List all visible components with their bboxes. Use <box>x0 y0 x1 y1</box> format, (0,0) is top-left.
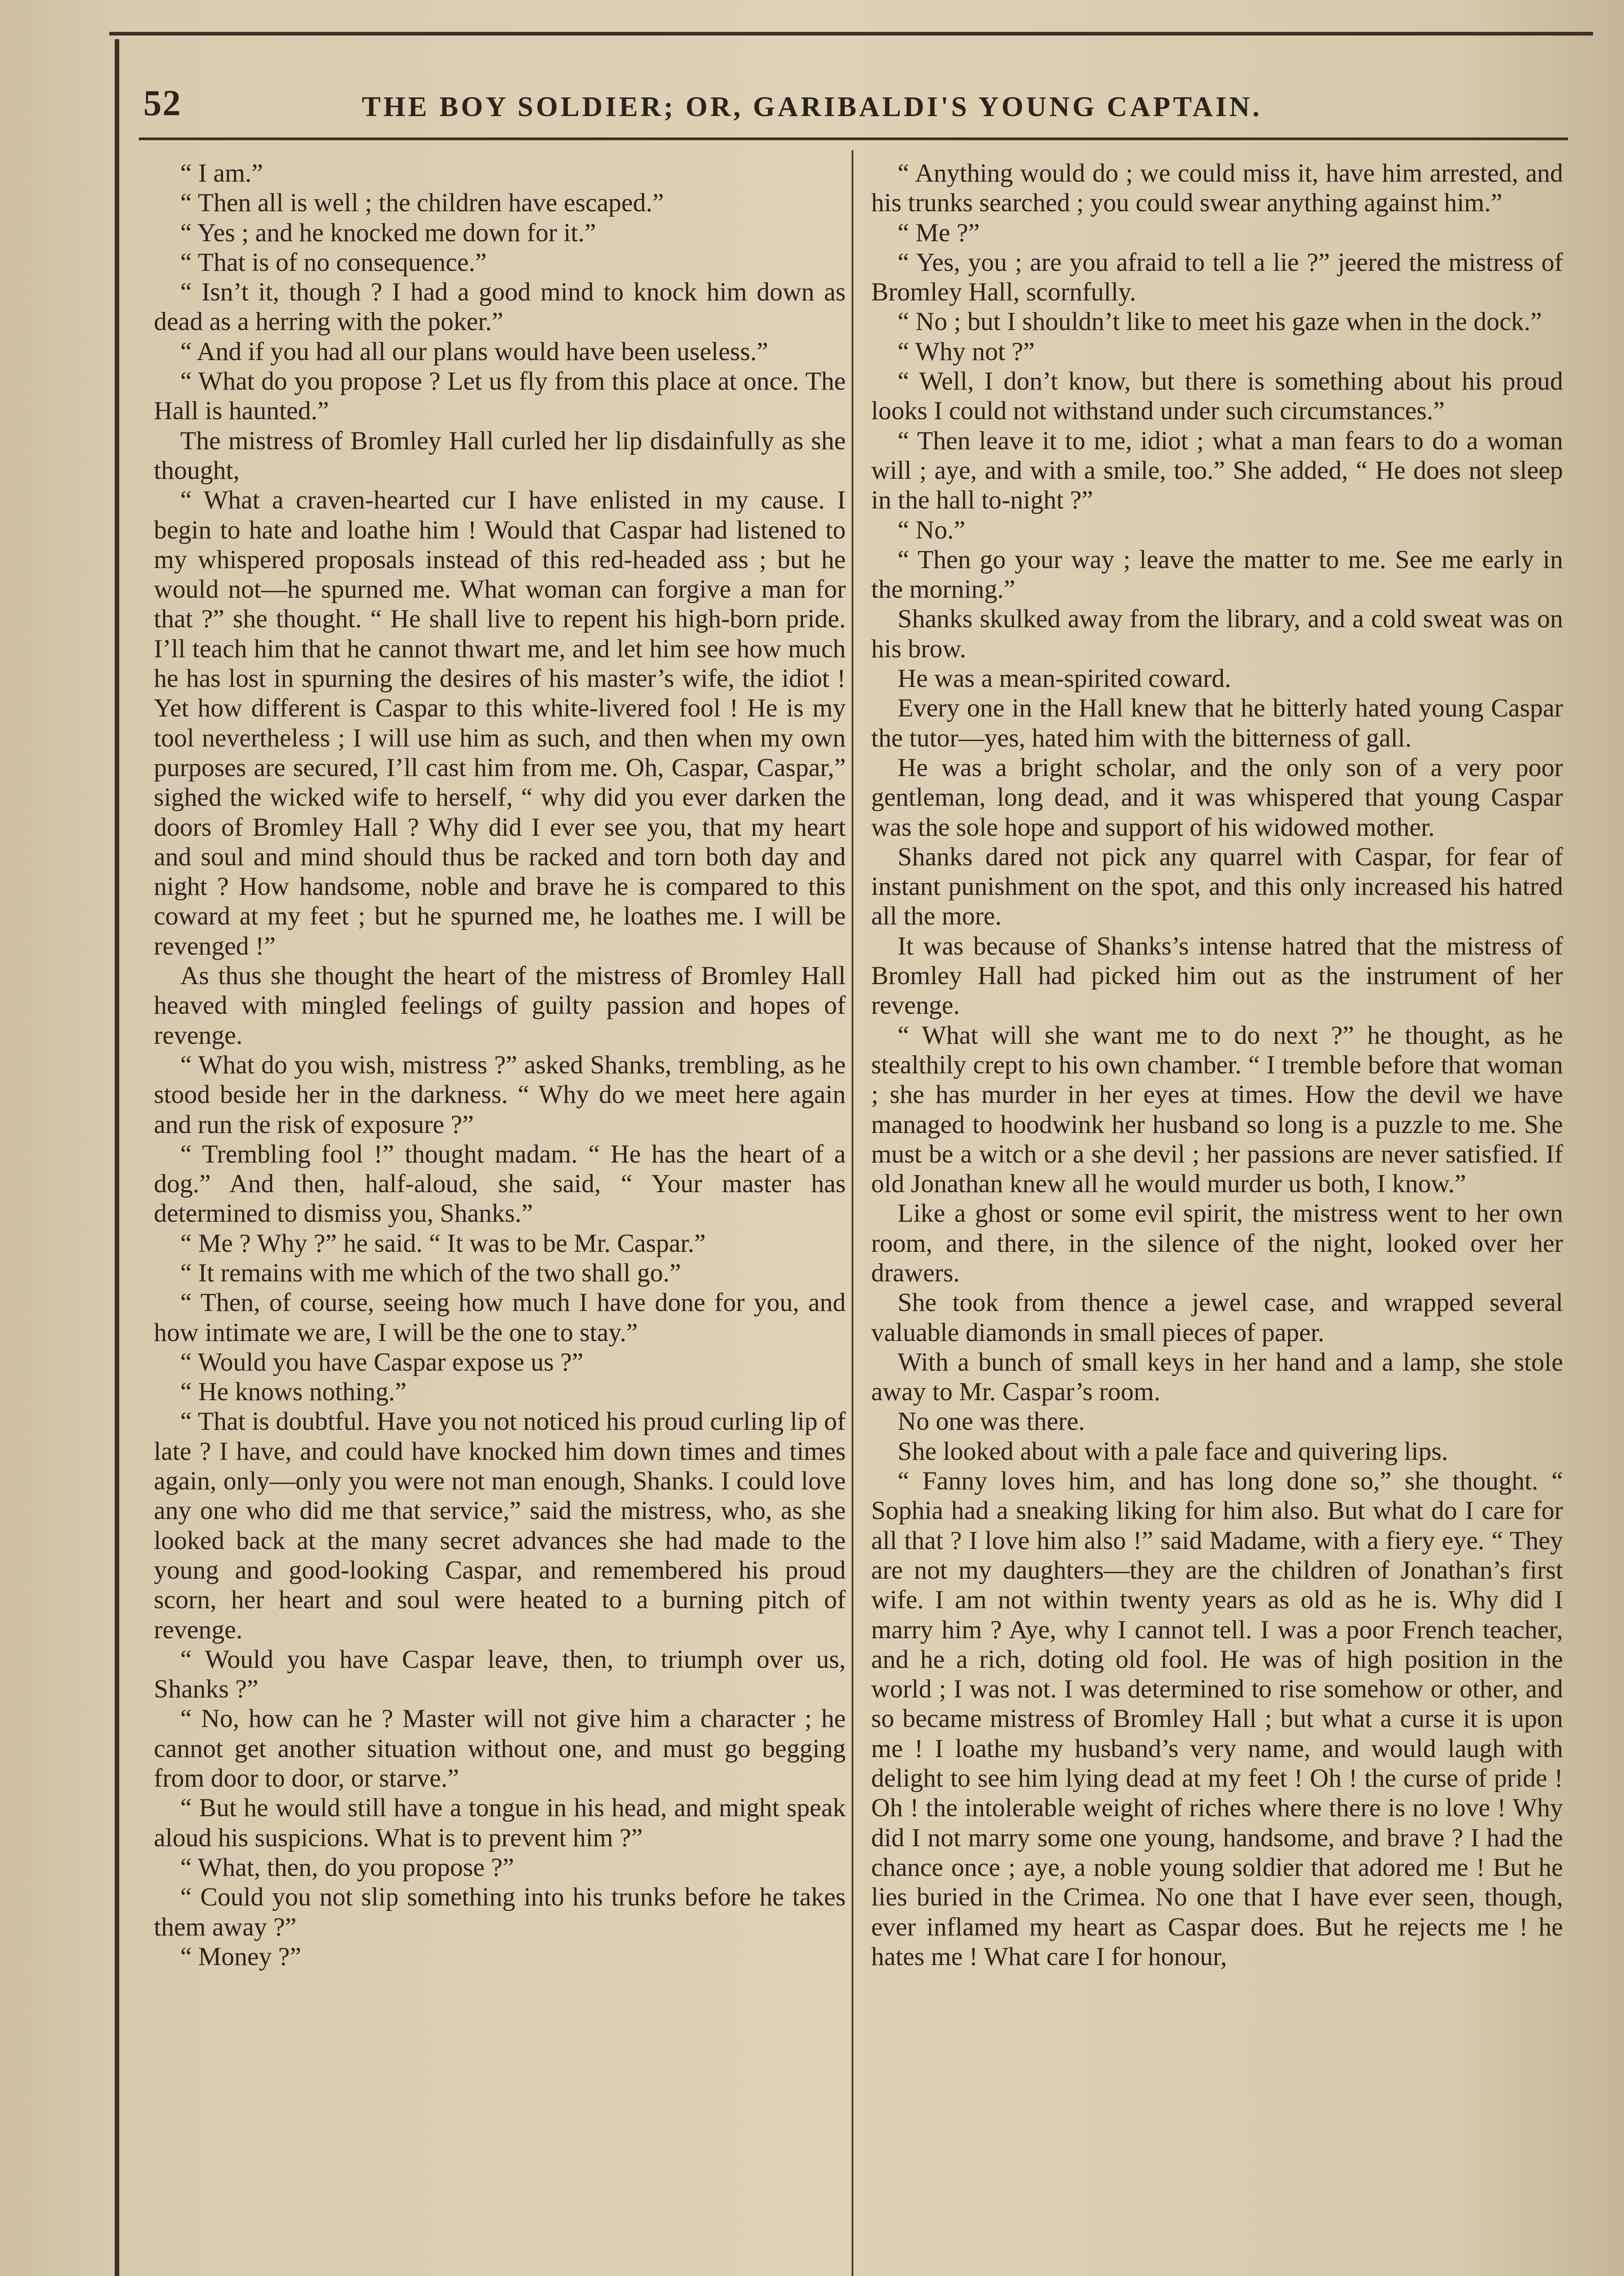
paragraph: No one was there. <box>898 1407 1085 1436</box>
paragraph: “ Yes ; and he knocked me down for it.” <box>180 218 596 247</box>
paragraph: “ Trembling fool !” thought madam. “ He has the heart of a dog.” And then, half-aloud, she said, “ Your master has determined to dismiss you, Shanks.” <box>154 1139 846 1228</box>
paragraph: “ Anything would do ; we could miss it, have him arrested, and his trunks searched ; you could swear anything against him.” <box>871 159 1563 218</box>
paragraph: “ What will she want me to do next ?” he thought, as he stealthily crept to his own chamber. “ I tremble before that woman ; she has murder in her eyes at times. How the devil we have managed to hoodwink her husband so long is a puzzle to me. She must be a witch or a she devil ; her passions are never satisfied. If old Jonathan knew all he would murder us both, I know.” <box>871 1021 1563 1199</box>
paragraph: “ Then, of course, seeing how much I have done for you, and how intimate we are, I will be the one to stay.” <box>154 1288 846 1347</box>
paragraph: As thus she thought the heart of the mistress of Bromley Hall heaved with mingled feelings of guilty passion and hopes of revenge. <box>154 961 846 1050</box>
running-title: THE BOY SOLDIER; OR, GARIBALDI'S YOUNG CAPTAIN. <box>362 91 1263 122</box>
right-text-column <box>871 158 1563 2276</box>
paragraph: The mistress of Bromley Hall curled her lip disdainfully as she thought, <box>154 426 846 485</box>
paragraph: Shanks dared not pick any quarrel with Caspar, for fear of instant punishment on the spot, and this only increased his hatred all the more. <box>871 842 1563 931</box>
paragraph: “ Money ?” <box>180 1942 301 1971</box>
paragraph: He was a bright scholar, and the only son of a very poor gentleman, long dead, and it was whispered that young Caspar was the sole hope and support of his widowed mother. <box>871 753 1563 842</box>
paragraph: “ Could you not slip something into his trunks before he takes them away ?” <box>154 1883 846 1941</box>
paragraph: “ But he would still have a tongue in his head, and might speak aloud his suspicions. What is to prevent him ?” <box>154 1793 846 1852</box>
paragraph: “ What do you propose ? Let us fly from this place at once. The Hall is haunted.” <box>154 367 846 426</box>
paragraph: “ Then all is well ; the children have escaped.” <box>180 188 664 218</box>
paragraph: “ Why not ?” <box>898 337 1035 366</box>
paragraph: “ I am.” <box>180 159 263 188</box>
paragraph: “ No, how can he ? Master will not give him a character ; he cannot get another situation without one, and must go begging from door to door, or starve.” <box>154 1704 846 1793</box>
paragraph: She looked about with a pale face and quivering lips. <box>898 1437 1448 1466</box>
paragraph: “ What do you wish, mistress ?” asked Shanks, trembling, as he stood beside her in the darkness. “ Why do we meet here again and run the risk of exposure ?” <box>154 1050 846 1139</box>
column-divider <box>852 150 853 2276</box>
paragraph: With a bunch of small keys in her hand and a lamp, she stole away to Mr. Caspar’s room. <box>871 1347 1563 1407</box>
paragraph: “ No.” <box>898 515 965 544</box>
top-border-rule <box>109 32 1593 36</box>
left-border-rule <box>115 39 119 2276</box>
paragraph: It was because of Shanks’s intense hatred that the mistress of Bromley Hall had picked him out as the instrument of her revenge. <box>871 931 1563 1020</box>
paragraph: Like a ghost or some evil spirit, the mistress went to her own room, and there, in the silence of the night, looked over her drawers. <box>871 1199 1563 1287</box>
page-header <box>139 77 1582 137</box>
paragraph: “ What, then, do you propose ?” <box>180 1853 514 1882</box>
paragraph: “ Me ?” <box>898 218 980 247</box>
page-number: 52 <box>143 83 182 123</box>
left-text-column <box>154 158 846 2276</box>
paragraph: “ That is of no consequence.” <box>180 248 487 277</box>
paragraph: “ Isn’t it, though ? I had a good mind to knock him down as dead as a herring with the poker.” <box>154 278 846 336</box>
paragraph: She took from thence a jewel case, and wrapped several valuable diamonds in small pieces of paper. <box>871 1288 1563 1347</box>
paragraph: “ Would you have Caspar leave, then, to triumph over us, Shanks ?” <box>154 1645 846 1704</box>
paragraph: “ He knows nothing.” <box>180 1377 407 1407</box>
paragraph: “ That is doubtful. Have you not noticed his proud curling lip of late ? I have, and could have knocked him down times and times again, only—only you were not man enough, Shanks. I could love any one who did me that service,” said the mistress, who, as she looked back at the many secret advances she had made to the young and good-looking Caspar, and remembered his proud scorn, her heart and soul were heated to a burning pitch of revenge. <box>154 1407 846 1644</box>
paragraph: “ Me ? Why ?” he said. “ It was to be Mr. Caspar.” <box>180 1229 706 1258</box>
paragraph: “ What a craven-hearted cur I have enlisted in my cause. I begin to hate and loathe him ! Would that Caspar had listened to my whispered proposals instead of this red-headed ass ; but he would not—he spurned me. What woman can forgive a man for that ?” she thought. “ He shall live to repent his high-born pride. I’ll teach him that he cannot thwart me, and let him see how much he has lost in spurning the desires of his master’s wife, the idiot ! Yet how different is Caspar to this white-livered fool ! He is my tool nevertheless ; I will use him as such, and then when my own purposes are secured, I’ll cast him from me. Oh, Caspar, Caspar,” sighed the wicked wife to herself, “ why did you ever darken the doors of Bromley Hall ? Why did I ever see you, that my heart and soul and mind should thus be racked and torn both day and night ? How handsome, noble and brave he is compared to this coward at my feet ; but he spurned me, he loathes me. I will be revenged !” <box>154 486 846 960</box>
paragraph: He was a mean-spirited coward. <box>898 664 1231 693</box>
paragraph: “ Would you have Caspar expose us ?” <box>180 1347 584 1377</box>
paragraph: “ Fanny loves him, and has long done so,” she thought. “ Sophia had a sneaking liking for him also. But what do I care for all that ? I love him also !” said Madame, with a fiery eye. “ They are not my daughters—they are the children of Jonathan’s first wife. I am not within twenty years as old as he is. Why did I marry him ? Aye, why I cannot tell. I was a poor French teacher, and he a rich, doting old fool. He was of high position in the world ; I was not. I was determined to rise somehow or other, and so became mistress of Bromley Hall ; but what a curse it is upon me ! I loathe my husband’s very name, and would laugh with delight to see him lying dead at my feet ! Oh ! the curse of pride ! Oh ! the intolerable weight of riches where there is no love ! Why did I not marry some one young, handsome, and brave ? I had the chance once ; aye, a noble young soldier that adored me ! But he lies buried in the Crimea. No one that I have ever seen, though, ever inflamed my heart as Caspar does. But he rejects me ! he hates me ! What care I for honour, <box>871 1467 1563 1971</box>
paragraph: Every one in the Hall knew that he bitterly hated young Caspar the tutor—yes, hated him with the bitterness of gall. <box>871 694 1563 752</box>
paragraph: Shanks skulked away from the library, and a cold sweat was on his brow. <box>871 605 1563 663</box>
paragraph: “ Then leave it to me, idiot ; what a man fears to do a woman will ; aye, and with a smile, too.” She added, “ He does not sleep in the hall to-night ?” <box>871 426 1563 515</box>
paragraph: “ And if you had all our plans would have been useless.” <box>180 337 768 366</box>
paragraph: “ It remains with me which of the two shall go.” <box>180 1258 681 1287</box>
paragraph: “ Then go your way ; leave the matter to me. See me early in the morning.” <box>871 545 1563 604</box>
paragraph: “ No ; but I shouldn’t like to meet his gaze when in the dock.” <box>898 307 1542 336</box>
paragraph: “ Well, I don’t know, but there is something about his proud looks I could not withstand under such circumstances.” <box>871 367 1563 426</box>
header-rule <box>139 137 1568 140</box>
paragraph: “ Yes, you ; are you afraid to tell a lie ?” jeered the mistress of Bromley Hall, scornfully. <box>871 248 1563 307</box>
